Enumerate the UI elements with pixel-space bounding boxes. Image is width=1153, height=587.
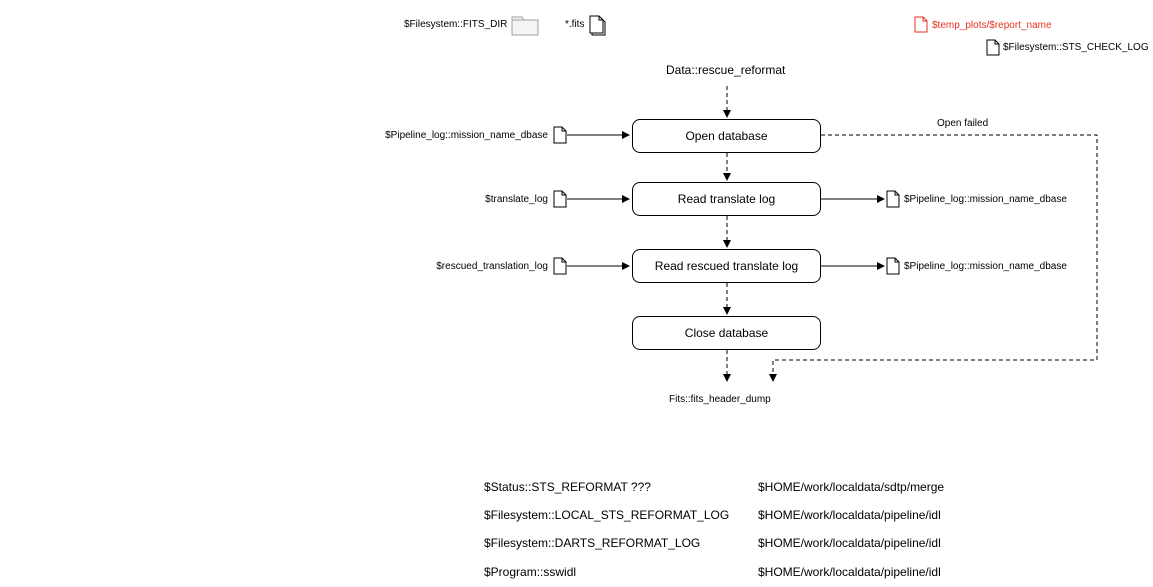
input-label-3: $rescued_translation_log [436,261,548,272]
step-open-database: Open database [632,119,821,153]
config-name-1: $Status::STS_REFORMAT ??? [484,480,651,494]
report-file-icon [914,16,928,33]
start-node-label: Data::rescue_reformat [666,63,786,77]
output-file-icon-2 [886,257,900,275]
open-failed-label: Open failed [937,118,989,129]
config-path-2: $HOME/work/localdata/pipeline/idl [758,508,941,522]
file-stack-icon [589,15,607,36]
config-name-2: $Filesystem::LOCAL_STS_REFORMAT_LOG [484,508,730,522]
fits-file-label: *.fits [565,19,585,30]
step-read-rescued-translate-log: Read rescued translate log [632,249,821,283]
input-label-2: $translate_log [485,194,548,205]
report-label: $temp_plots/$report_name [932,20,1052,31]
open-failed-path [773,135,1097,381]
config-name-4: $Program::sswidl [484,565,577,579]
check-log-file-icon [986,39,1000,56]
output-file-icon-1 [886,190,900,208]
input-file-icon-3 [553,257,567,275]
end-node-label: Fits::fits_header_dump [669,394,771,405]
input-label-1: $Pipeline_log::mission_name_dbase [385,130,548,141]
folder-icon [511,15,540,36]
check-log-label: $Filesystem::STS_CHECK_LOG [1003,42,1149,53]
input-file-icon-1 [553,126,567,144]
config-path-3: $HOME/work/localdata/pipeline/idl [758,536,941,550]
config-name-3: $Filesystem::DARTS_REFORMAT_LOG [484,536,701,550]
config-path-1: $HOME/work/localdata/sdtp/merge [758,480,945,494]
output-label-2: $Pipeline_log::mission_name_dbase [904,261,1067,272]
step-close-database: Close database [632,316,821,350]
step-read-translate-log: Read translate log [632,182,821,216]
fits-dir-label: $Filesystem::FITS_DIR [404,19,508,30]
config-path-4: $HOME/work/localdata/pipeline/idl [758,565,941,579]
input-file-icon-2 [553,190,567,208]
output-label-1: $Pipeline_log::mission_name_dbase [904,194,1067,205]
